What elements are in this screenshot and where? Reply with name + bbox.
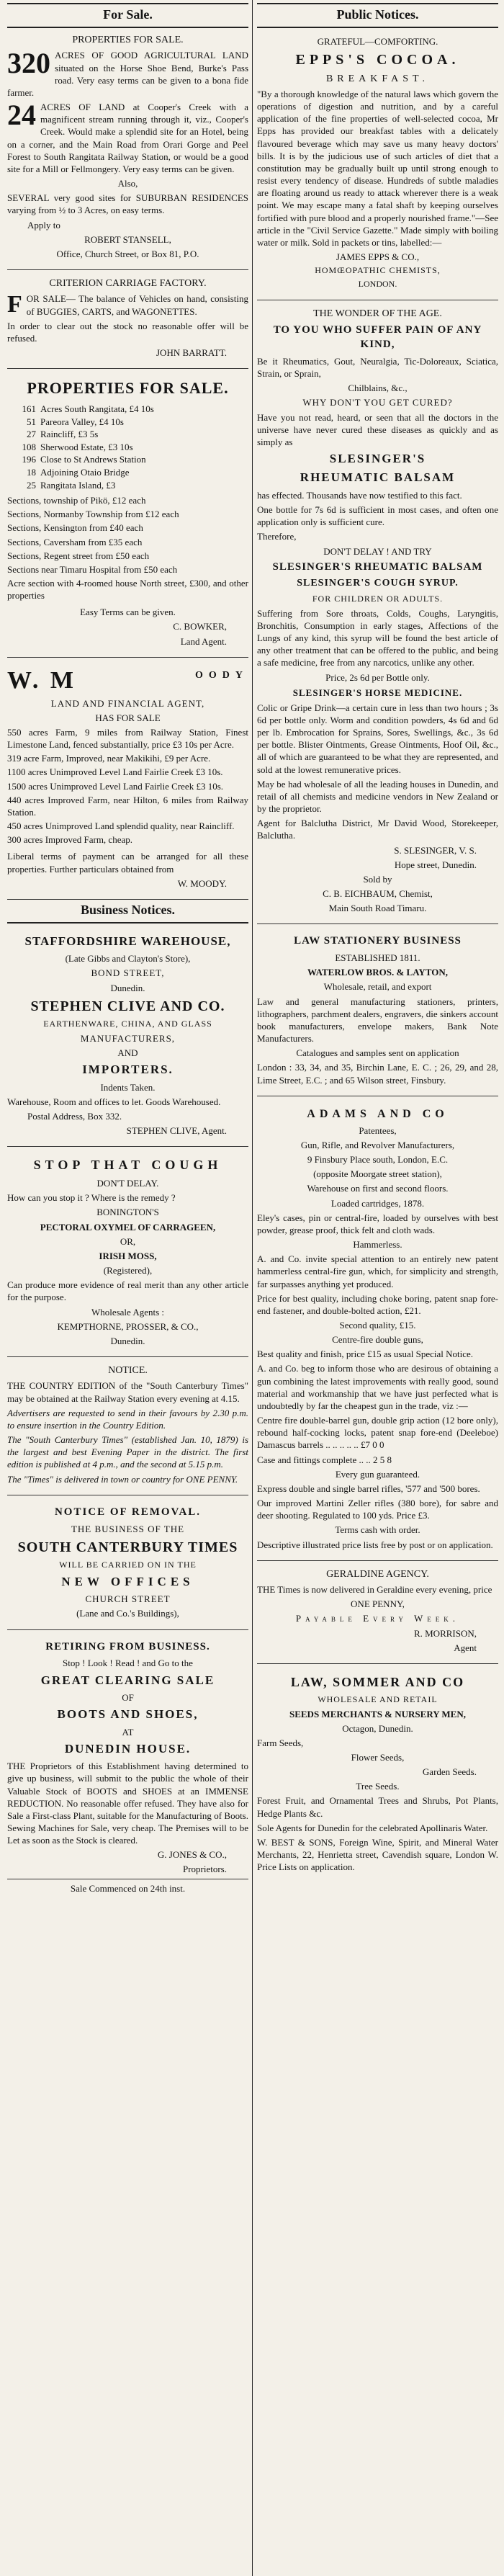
ad-line: TO YOU WHO SUFFER PAIN OF ANY KIND,	[273, 324, 482, 351]
ad-paragraph: Have you not read, heard, or seen that all the doctors in the universe have never cured these diseases as quickly and as simply as	[257, 411, 498, 447]
list-item-text: Close to St Andrews Station	[40, 454, 146, 465]
ad-paragraph: Warehouse, Room and offices to let. Goods Warehoused.	[7, 1096, 221, 1107]
ad-paragraph: Express double and single barrel rifles, '577 and '500 bores.	[257, 1482, 480, 1494]
ad-line: ONE PENNY,	[351, 1598, 405, 1610]
ad-line: THE BUSINESS OF THE	[71, 1523, 185, 1534]
ad-paragraph: Advertisers are requested to send in their favours by 2.30 p.m. to ensure insertion in the Country Edition.	[7, 1407, 248, 1431]
ad-line: Loaded cartridges, 1878.	[330, 1197, 425, 1209]
epps-ad	[257, 28, 498, 300]
list-item: 300 acres Improved Farm, cheap.	[7, 834, 132, 846]
ad-line: IRISH MOSS,	[99, 1250, 157, 1261]
wonder-ad	[257, 300, 498, 925]
ad-line: (opposite Moorgate street station),	[313, 1168, 442, 1180]
ad-paragraph: Can produce more evidence of real merit than any other article for the purpose.	[7, 1279, 248, 1303]
ad-paragraph: Law and general manufacturing stationers, printers, lithographers, parchment dealers, engravers, die sinkers account book manufacturers, envelope makers, Bank Note Manufacturers.	[257, 996, 498, 1045]
ad-line: Easy Terms can be given.	[80, 607, 176, 618]
ad-line: Every gun guaranteed.	[335, 1468, 420, 1480]
list-item	[7, 453, 248, 466]
list-item: Sections, township of Pikö, £12 each	[7, 495, 146, 506]
ad-line: DON'T DELAY.	[96, 1178, 159, 1189]
list-item-text: Acres South Rangitata, £4 10s	[40, 403, 154, 415]
ad-paragraph: FOR SALE— The balance of Vehicles on hand, consisting of BUGGIES, CARTS, and WAGONETTES.	[7, 291, 249, 318]
ad-paragraph: Therefore,	[257, 531, 297, 542]
ad-signature: W. MOODY.	[177, 877, 227, 889]
ad-line: DON'T DELAY ! AND TRY	[323, 545, 432, 557]
ad-paragraph: Price for best quality, including choke boring, patent snap fore-end fastener, and double-bolted action, £21.	[257, 1292, 498, 1316]
ad-line: Catalogues and samples sent on application	[296, 1047, 459, 1059]
ad-paragraph: Colic or Gripe Drink—a certain cure in less than two hours ; 3s 6d per bottle only. Worm and condition powders, 4s 6d and 6d per lb. Embrocation for Sprains, Sores, Swellings, &c., 3s 6d per bottle. Blister Ointments, Grease Ointments, Hoof Oil, &c., all of which are guaranteed to be what they are represented, and sold at the lowest remunerative prices.	[257, 702, 498, 775]
ad-paragraph: Forest Fruit, and Ornamental Trees and Shrubs, Pot Plants, Hedge Plants &c.	[257, 1795, 498, 1819]
adams-ad	[257, 1096, 498, 1561]
ad-line: MANUFACTURERS,	[80, 1032, 176, 1044]
ad-title: STAFFORDSHIRE WAREHOUSE,	[24, 934, 231, 948]
cough-ad	[7, 1147, 248, 1357]
ad-title: THE WONDER OF THE AGE.	[313, 308, 442, 319]
ad-signature: C. BOWKER,	[173, 621, 227, 632]
ad-line: IMPORTERS.	[82, 1063, 174, 1077]
ad-paragraph: 320 ACRES OF GOOD AGRICULTURAL LAND situated on the Horse Shoe Bend, Burke's Pass road. Very easy terms can be given to a bona fide farmer.	[7, 47, 248, 98]
section-list	[7, 494, 248, 601]
ad-signature: STEPHEN CLIVE, Agent.	[126, 1125, 227, 1137]
list-item-text: Raincliff, £3 5s	[40, 429, 99, 440]
ad-paragraph: Eley's cases, pin or central-fire, loaded by ourselves with best powder, grease proof, thick felt and cloth wads.	[257, 1212, 498, 1235]
ad-title: CRITERION CARRIAGE FACTORY.	[49, 277, 207, 289]
warehouse-ad	[7, 923, 248, 1148]
ad-line: Apply to	[27, 219, 60, 231]
ad-paragraph: Be it Rheumatics, Gout, Neuralgia, Tic-Doloreaux, Sciatica, Strain, or Sprain,	[257, 355, 498, 380]
ad-paragraph: In order to clear out the stock no reasonable offer will be refused.	[7, 320, 248, 344]
list-item: Acre section with 4-roomed house North street, £300, and other properties	[7, 578, 248, 601]
ad-footer: Sale Commenced on 24th inst.	[7, 1879, 248, 1895]
ad-line: DUNEDIN HOUSE.	[64, 1741, 192, 1756]
section-heading-for-sale: For Sale.	[7, 3, 248, 28]
section-heading-public-notices: Public Notices.	[257, 3, 498, 28]
ad-paragraph: THE Proprietors of this Establishment having determined to give up business, will submit to the public the whole of their Valuable Stock of BOOTS and SHOES at an IMMENSE REDUCTION. No reasonable offer refused. They have also for Sale a First-class Plant, suitable for the Manufacturing of Boots. Sewing Machines for Sale, very cheap. The Premises will to be Let as soon as the Stock is cleared.	[7, 1761, 248, 1846]
ad-line: BONINGTON'S	[96, 1207, 159, 1218]
list-item-text: Rangitata Island, £3	[40, 479, 116, 491]
ad-line: Chilblains, &c.,	[348, 383, 408, 394]
list-item-number: 25	[27, 479, 36, 491]
list-item	[7, 441, 248, 454]
ad-subtitle: LAND AND FINANCIAL AGENT,	[50, 697, 205, 709]
list-item	[7, 416, 248, 429]
list-item	[7, 479, 248, 492]
list-item: 440 acres Improved Farm, near Hilton, 6 miles from Railway Station.	[7, 794, 248, 818]
ad-title: EPPS'S COCOA.	[295, 52, 460, 68]
ad-title: LAW, SOMMER AND CO	[290, 1674, 465, 1689]
ad-signature: ROBERT STANSELL,	[84, 233, 171, 245]
ad-title: LAW STATIONERY BUSINESS	[294, 935, 462, 947]
farm-list	[7, 726, 248, 846]
list-item: Sections, Kensington from £40 each	[7, 522, 143, 534]
ad-line: Tree Seeds.	[356, 1781, 400, 1792]
ad-paragraph: A. and Co. beg to inform those who are desirous of obtaining a gun combining the latest improvements with really good, sound material and workmanship that we have just perfected what is undoubtedly by far the cheapest gun in the trade, viz :—	[257, 1363, 498, 1411]
ad-signature: C. B. EICHBAUM, Chemist,	[323, 888, 433, 900]
ad-line: Postal Address, Box 332.	[27, 1111, 122, 1122]
list-item-number: 27	[27, 429, 36, 440]
ad-paragraph: W. BEST & SONS, Foreign Wine, Spirit, and Mineral Water Merchants, 22, Henrietta street, Cavendish square, London W. Price Lists on application.	[257, 1836, 498, 1873]
ad-paragraph: London : 33, 34, and 35, Birchin Lane, E. C. ; 26, 29, and 28, Lime Street, E.C. ; and 65 Wilson street, Finsbury.	[257, 1062, 498, 1086]
ad-firm: STEPHEN CLIVE AND CO.	[30, 998, 225, 1014]
ad-title: PROPERTIES FOR SALE.	[72, 35, 184, 45]
ad-paragraph: A. and Co. invite special attention to an entirely new patent hammerless central-fire gun, which, for simplicity and strength, far surpasses anything yet produced.	[257, 1253, 498, 1289]
ad-paragraph: The "South Canterbury Times" (established Jan. 10, 1879) is the largest and best Evening Paper in the district. The first edition is published at 4 p.m., and the second at 5.15 p.m.	[7, 1434, 248, 1470]
list-item: Sections near Timaru Hospital from £50 each	[7, 563, 178, 575]
ad-line: Flower Seeds,	[351, 1751, 405, 1763]
ad-paragraph: Best quality and finish, price £15 as usual Special Notice.	[257, 1349, 474, 1360]
ad-address: Office, Church Street, or Box 81, P.O.	[56, 248, 199, 259]
list-item: 550 acres Farm, 9 miles from Railway Station, Finest Limestone Land, fenced substantially, price £3 10s per Acre.	[7, 726, 248, 751]
ad-line: SOUTH CANTERBURY TIMES	[17, 1539, 238, 1555]
ad-title: PROPERTIES FOR SALE.	[27, 379, 229, 398]
ad-line: Centre-fire double guns,	[332, 1334, 423, 1346]
list-item-text: Pareora Valley, £4 10s	[40, 416, 124, 427]
ad-title: NOTICE OF REMOVAL.	[54, 1506, 202, 1518]
ad-paragraph: Suffering from Sore throats, Colds, Coughs, Laryngitis, Bronchitis, Consumption in early stages, Affections of the Lungs of any kind, this syrup will be found the best article of any other treatment that can be offered to the public, and being a safe medicine, free from any narcotics, unlike any other.	[257, 607, 498, 668]
ad-line: (Late Gibbs and Clayton's Store),	[65, 953, 191, 965]
property-list	[7, 403, 248, 491]
ad-line: Terms cash with order.	[335, 1524, 420, 1536]
ad-paragraph: Our improved Martini Zeller rifles (380 bore), for sabre and deer shooting. Regulated to 100 yds. Price £3.	[257, 1498, 498, 1521]
stationery-ad	[257, 924, 498, 1096]
ad-line: Wholesale, retail, and export	[323, 981, 432, 993]
ad-title: GERALDINE AGENCY.	[326, 1568, 429, 1580]
ad-line: WHOLESALE AND RETAIL	[318, 1694, 438, 1704]
ad-paragraph: May be had wholesale of all the leading houses in Dunedin, and retail of all chemists and medicine vendors in New Zealand or by the proprietor.	[257, 778, 498, 815]
ad-signature: JAMES EPPS & CO.,	[336, 251, 420, 263]
law-sommer-ad	[257, 1664, 498, 1882]
ad-line: SLESINGER'S HORSE MEDICINE.	[292, 687, 463, 698]
ad-paragraph: One bottle for 7s 6d is sufficient in most cases, and often one application only is sufficient cure.	[257, 504, 498, 528]
properties-ad	[7, 28, 248, 270]
ad-title: W. M OODY	[7, 666, 248, 694]
ad-line: SLESINGER'S RHEUMATIC BALSAM	[272, 560, 483, 573]
ad-line: Stop ! Look ! Read ! and Go to the	[63, 1658, 193, 1669]
ad-line: 9 Finsbury Place south, London, E.C.	[307, 1154, 449, 1166]
ad-title: ADAMS AND CO	[307, 1107, 449, 1120]
ad-line: Indents Taken.	[100, 1081, 156, 1093]
ad-line: AT	[122, 1726, 134, 1738]
ad-line: PECTORAL OXYMEL OF CARRAGEEN,	[40, 1221, 216, 1233]
ad-line: Second quality, £15.	[339, 1320, 416, 1331]
ad-line: BOND STREET,	[91, 967, 165, 979]
ad-line: BOOTS AND SHOES,	[57, 1707, 199, 1722]
ad-line: GREAT CLEARING SALE	[40, 1673, 215, 1687]
ad-line: Octagon, Dunedin.	[342, 1722, 413, 1734]
list-item	[7, 403, 248, 416]
ad-line: NEW OFFICES	[61, 1574, 194, 1588]
list-item	[7, 466, 248, 479]
ad-paragraph: Case and fittings complete .. .. 2 5 8	[257, 1454, 392, 1465]
ad-line: SLESINGER'S	[329, 452, 426, 466]
list-item: 450 acres Unimproved Land splendid quality, near Raincliff.	[7, 820, 235, 832]
notice-ad	[7, 1357, 248, 1495]
ad-paragraph: Descriptive illustrated price lists free by post or on application.	[257, 1539, 493, 1550]
list-item: 1500 acres Unimproved Level Land Fairlie Creek £3 10s.	[7, 780, 223, 792]
ad-line: Dunedin.	[110, 982, 145, 993]
list-item-text: Sherwood Estate, £3 10s	[40, 441, 133, 452]
ad-line: How can you stop it ? Where is the remedy ?	[7, 1192, 176, 1204]
ad-line: Wholesale Agents :	[91, 1306, 165, 1318]
list-item	[7, 428, 248, 441]
ad-line: Payable Every Week.	[295, 1613, 460, 1624]
list-item-number: 161	[22, 403, 36, 415]
section-heading-business: Business Notices.	[7, 900, 248, 923]
ad-signature-role: Agent	[454, 1642, 477, 1653]
ad-line: GRATEFUL—COMFORTING.	[317, 36, 438, 47]
ad-paragraph: 24 ACRES OF LAND at Cooper's Creek with a magnificent stream running through it, viz., Cooper's Creek. Would make a splendid site for an Hotel, being on a corner, and the Main Road from Orari Gorge and Peel Forest to South Rangitata Railway Station, or would be a good site for a Mill or Fellmongery. Very easy terms can be given.	[7, 99, 248, 174]
ad-line: AND	[117, 1047, 138, 1059]
ad-line: Also,	[117, 178, 138, 189]
column-divider	[252, 0, 253, 2576]
retiring-ad	[7, 1630, 248, 1904]
ad-line: Patentees,	[359, 1124, 397, 1136]
ad-line: LONDON.	[358, 279, 397, 290]
removal-ad	[7, 1495, 248, 1630]
ad-line: Warehouse on first and second floors.	[307, 1183, 449, 1194]
list-item-text: Adjoining Otaio Bridge	[40, 466, 130, 478]
list-item-number: 108	[22, 441, 36, 452]
ad-title: RETIRING FROM BUSINESS.	[45, 1640, 210, 1653]
ad-line: EARTHENWARE, CHINA, AND GLASS	[43, 1019, 212, 1029]
ad-line: (Registered),	[103, 1265, 153, 1276]
ad-paragraph: THE COUNTRY EDITION of the "South Canterbury Times" may be obtained at the Railway Station every evening at 4.15.	[7, 1380, 248, 1404]
list-item-number: 51	[27, 416, 36, 427]
list-item: Sections, Caversham from £35 each	[7, 536, 143, 547]
ad-line: RHEUMATIC BALSAM	[300, 470, 456, 485]
ad-subtitle: HAS FOR SALE	[95, 712, 161, 723]
ad-paragraph: The "Times" is delivered in town or country for ONE PENNY.	[7, 1473, 238, 1485]
list-item: Sections, Normanby Township from £12 each	[7, 509, 179, 520]
list-item: 1100 acres Unimproved Level Land Fairlie Creek £3 10s.	[7, 766, 223, 778]
ad-line: SEEDS MERCHANTS & NURSERY MEN,	[289, 1708, 466, 1719]
right-column	[257, 0, 498, 1882]
ad-line: KEMPTHORNE, PROSSER, & CO.,	[57, 1320, 199, 1332]
ad-line: OR,	[120, 1235, 136, 1247]
left-column	[7, 0, 248, 1904]
ad-paragraph: Centre fire double-barrel gun, double grip action (12 bore only), rebound half-cocking locks, patent snap fore-end (Deeleboe) Damascus barrels .. .. .. .. .. £7 0 0	[257, 1415, 498, 1451]
ad-line: HOMŒOPATHIC CHEMISTS,	[315, 265, 441, 276]
ad-paragraph: Sole Agents for Dunedin for the celebrated Apollinaris Water.	[257, 1822, 488, 1833]
geraldine-ad	[257, 1561, 498, 1664]
ad-paragraph: Agent for Balclutha District, Mr David Wood, Storekeeper, Balclutha.	[257, 818, 498, 841]
ad-signature: R. MORRISON,	[413, 1627, 477, 1639]
ad-paragraph: "By a thorough knowledge of the natural laws which govern the operations of digestion and nutrition, and by a careful application of the fine properties of well-selected cocoa, Mr Epps has provided our breakfast tables with a delicately flavoured beverage which may save us many heavy doctors' bills. It is by the judicious use of such articles of diet that a constitution may be gradually built up until strong enough to resist every tendency of disease. Hundreds of subtle maladies are floating around us ready to attack wherever there is a weak point. We may escape many a fatal shaft by keeping ourselves fortified with pure blood and a properly nourished frame."—See article in the "Civil Service Gazette." Made simply with boiling water or milk. Sold in packets or tins, labelled:—	[257, 89, 498, 248]
ad-signature: JOHN BARRATT.	[156, 347, 227, 359]
ad-address: Main South Road Timaru.	[328, 903, 427, 914]
ad-line: Farm Seeds,	[257, 1737, 304, 1748]
ad-paragraph: SEVERAL very good sites for SUBURBAN RESIDENCES varying from ½ to 3 Acres, on easy terms.	[7, 192, 248, 216]
ad-line: ESTABLISHED 1811.	[335, 952, 420, 964]
ad-line: Gun, Rifle, and Revolver Manufacturers,	[300, 1139, 455, 1150]
ad-line: WILL BE CARRIED ON IN THE	[59, 1560, 197, 1570]
moody-ad	[7, 658, 248, 900]
sale-ad	[7, 369, 248, 658]
ad-line: Sold by	[363, 873, 392, 885]
ad-line: WHY DON'T YOU GET CURED?	[302, 397, 453, 408]
ad-signature-role: Proprietors.	[182, 1864, 227, 1875]
list-item: 319 acre Farm, Improved, near Makikihi, £9 per Acre.	[7, 753, 211, 764]
ad-paragraph: has effected. Thousands have now testified to this fact.	[257, 489, 462, 501]
factory-ad	[7, 270, 248, 369]
ad-line: OF	[122, 1692, 134, 1704]
ad-line: FOR CHILDREN OR ADULTS.	[312, 593, 444, 604]
ad-line: Garden Seeds.	[422, 1766, 477, 1778]
ad-line: Hammerless.	[353, 1239, 402, 1251]
ad-signature-role: Land Agent.	[180, 635, 227, 647]
list-item-number: 18	[27, 466, 36, 478]
ad-line: BREAKFAST.	[325, 73, 430, 84]
list-item: Sections, Regent street from £50 each	[7, 550, 150, 561]
ad-line: Dunedin.	[110, 1335, 145, 1346]
list-item-number: 196	[22, 454, 36, 465]
ad-title: NOTICE.	[108, 1364, 148, 1376]
ad-title: STOP THAT COUGH	[33, 1158, 222, 1173]
ad-address: Hope street, Dunedin.	[394, 859, 477, 870]
ad-line: SLESINGER'S COUGH SYRUP.	[297, 578, 459, 589]
ad-line: CHURCH STREET	[85, 1593, 171, 1605]
ad-paragraph: Liberal terms of payment can be arranged for all these properties. Further particulars obtained from	[7, 851, 248, 875]
ad-paragraph: THE Times is now delivered in Geraldine every evening, price	[257, 1584, 492, 1596]
ad-line: (Lane and Co.'s Buildings),	[76, 1608, 179, 1619]
ad-line: WATERLOW BROS. & LAYTON,	[307, 967, 448, 978]
ad-signature: S. SLESINGER, V. S.	[394, 844, 477, 856]
ad-line: Price, 2s 6d per Bottle only.	[325, 671, 430, 683]
ad-signature: G. JONES & CO.,	[157, 1849, 227, 1861]
